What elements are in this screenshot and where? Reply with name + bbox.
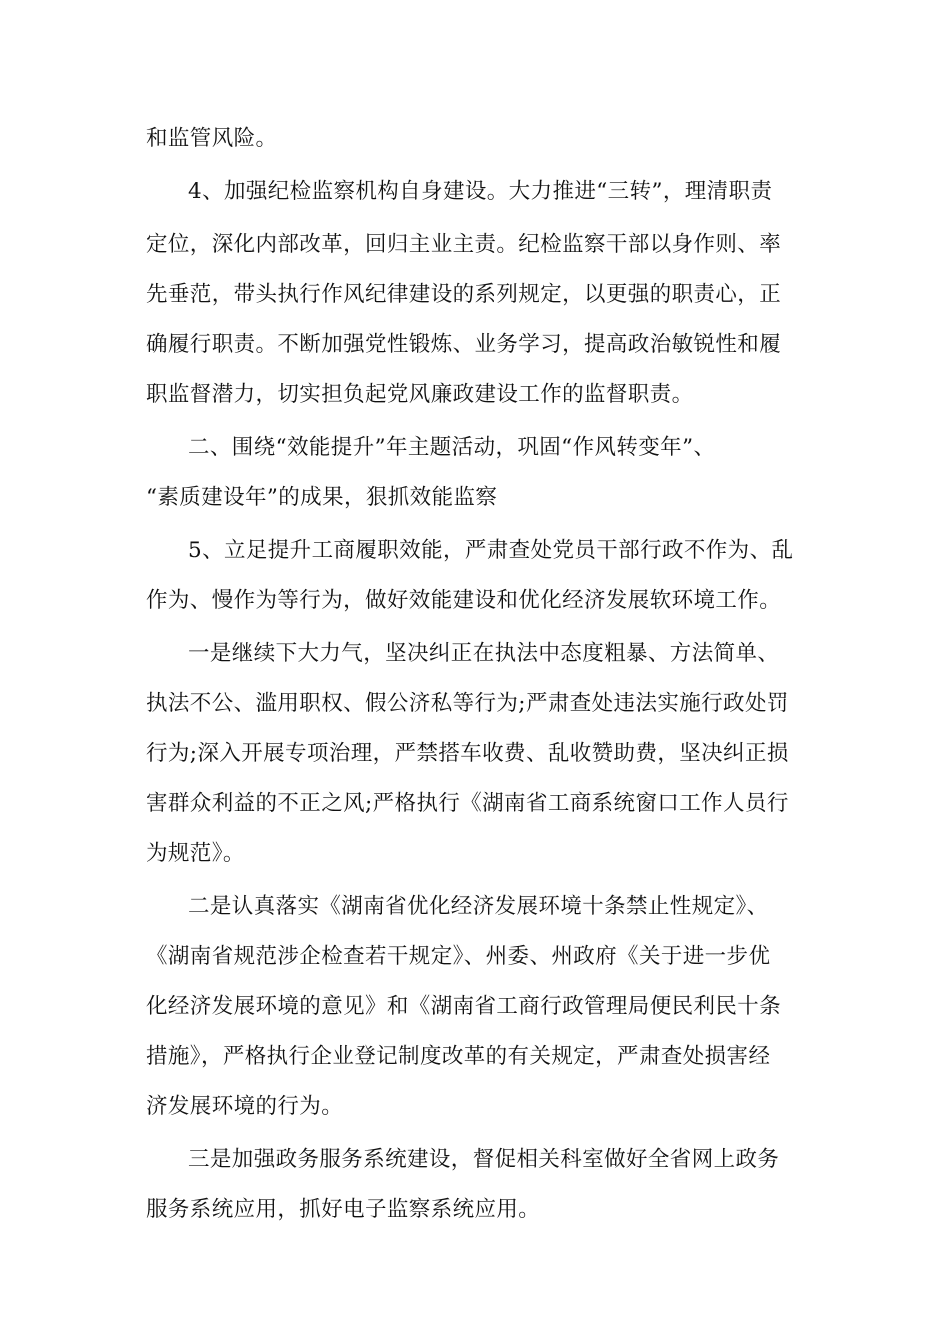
paragraph-line: 先垂范，带头执行作风纪律建设的系列规定，以更强的职责心，正 xyxy=(146,282,782,307)
paragraph-line: 《湖南省规范涉企检查若干规定》、州委、州政府《关于进一步优 xyxy=(146,944,771,969)
paragraph-line: 一是继续下大力气，坚决纠正在执法中态度粗暴、方法简单、 xyxy=(188,641,780,666)
paragraph-line: 作为、慢作为等行为，做好效能建设和优化经济发展软环境工作。 xyxy=(146,588,782,613)
paragraph-line: 措施》，严格执行企业登记制度改革的有关规定，严肃查处损害经 xyxy=(146,1044,771,1069)
section-heading-line: “素质建设年”的成果，狠抓效能监察 xyxy=(146,485,498,510)
paragraph-line: 确履行职责。不断加强党性锻炼、业务学习，提高政治敏锐性和履 xyxy=(146,332,782,357)
paragraph-line: 5、立足提升工商履职效能，严肃查处党员干部行政不作为、乱 xyxy=(188,538,794,563)
paragraph-line: 和监管风险。 xyxy=(146,126,278,151)
paragraph-line: 4、加强纪检监察机构自身建设。大力推进“三转”，理清职责 xyxy=(188,179,773,204)
paragraph-line: 二是认真落实《湖南省优化经济发展环境十条禁止性规定》、 xyxy=(188,894,769,919)
paragraph-line: 济发展环境的行为。 xyxy=(146,1094,344,1119)
paragraph-line: 定位，深化内部改革，回归主业主责。纪检监察干部以身作则、率 xyxy=(146,232,782,257)
paragraph-line: 害群众利益的不正之风;严格执行《湖南省工商系统窗口工作人员行 xyxy=(146,791,789,816)
paragraph-line: 职监督潜力，切实担负起党风廉政建设工作的监督职责。 xyxy=(146,382,694,407)
paragraph-line: 化经济发展环境的意见》和《湖南省工商行政管理局便民利民十条 xyxy=(146,994,782,1019)
paragraph-line: 三是加强政务服务系统建设，督促相关科室做好全省网上政务 xyxy=(188,1147,780,1172)
paragraph-line: 行为;深入开展专项治理，严禁搭车收费、乱收赞助费，坚决纠正损 xyxy=(146,741,789,766)
paragraph-line: 为规范》。 xyxy=(146,841,245,866)
section-heading-line: 二、围绕“效能提升”年主题活动，巩固“作风转变年”、 xyxy=(188,435,716,460)
paragraph-line: 执法不公、滥用职权、假公济私等行为;严肃查处违法实施行政处罚 xyxy=(146,691,789,716)
paragraph-line: 服务系统应用，抓好电子监察系统应用。 xyxy=(146,1197,541,1222)
